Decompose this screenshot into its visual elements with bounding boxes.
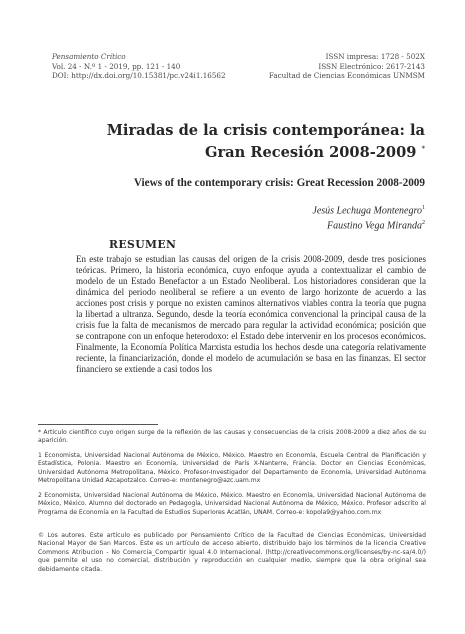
abstract-body: En este trabajo se estudian las causas del origen de la crisis 2008-2009, desde tres posiciones teóricas. Primero, la historia económica, cuyo enfoque ayuda a contextualizar el cambio de modelo de un Estado Benefactor a un Estado Neoliberal. Los historiadores consideran que la dinámica del periodo neoliberal se refiere a un evento de largo horizonte de acuerdo a las acciones post crisis y porque no existen caminos alternativos viables contra la teoría que pugna la libertad a ultranza. Segundo, desde la teoría económica convencional la principal causa de la crisis fue la falta de mecanismos de mercado para regular la actividad económica; posición que se contrapone con un enfoque heterodoxo: el Estado debe intervenir en los procesos económicos. Finalmente, la Economía Política Marxista estudia los hechos desde una categoría relativamente reciente, la financiarización, donde el modelo de acumulación se basa en las finanzas. El sector financiero se extiende a casi todos los [76,254,426,375]
author-2: Faustino Vega Miranda [327,220,422,232]
footnote-1: 1 Economista, Universidad Nacional Autónoma de México, México. Maestro en Economía, Escuela Central de Planificación y Estadística, Polonia. Maestro en Economía, Universidad de París X-Nanterre, Francia. Doctor en Ciencias Económicas, Universidad Autónoma Metropolitana, México. Profesor-Investigador del Departamento de Economía, Universidad Autónoma Metropolitana Unidad Azcapotzalco. Correo-e: montenegro@azc.uam.mx [38,452,426,485]
article-subtitle: Views of the contemporary crisis: Great Recession 2008-2009 [133,177,425,189]
journal-header [52,52,226,81]
faculty-name: Facultad de Ciencias Económicas UNMSM [268,71,425,81]
issn-electronic: ISSN Electrónico: 2617-2143 [318,61,425,71]
title-line-2: Gran Recesión 2008-2009 [205,143,417,161]
volume-info: Vol. 24 - N.º 1 - 2019, pp. 121 - 140 [52,61,181,71]
issn-header [269,52,425,81]
footnote-divider [38,424,158,425]
issn-print: ISSN impresa: 1728 - 502X [325,52,425,61]
footnote-2: 2 Economista, Universidad Nacional Autónoma de México, México. Maestro en Economía, Universidad Nacional Autónoma de México, México. Alumno del doctorado en Pedagogía, Universidad Nacional Autónoma de México, México. Profesor adscrito al Programa de Economía en la Facultad de Estudios Superiores Acatlán, UNAM. Correo-e: kopola9@yahoo.com.mx [38,492,426,516]
author-list [312,202,425,233]
license-notice: © Los autores. Este artículo es publicado por Pensamiento Crítico de la Facultad de Ciencias Económicas, Universidad Nacional Mayor de San Marcos. Este es un artículo de acceso abierto, distribuido bajo los términos de la licencia Creative Commons Atribucion - No Comercia_Compartir Igual 4.0 Internacional. (http://creativecommons.org/licenses/by-nc-sa/4.0/) que permite el uso no comercial, distribución y reproducción en cualquier medio, siempre que la obra original sea debidamente citada. [38,532,426,573]
author-1: Jesús Lechuga Montenegro [312,205,422,217]
journal-name: Pensamiento Crítico [52,52,126,61]
doi-link[interactable]: DOI: http://dx.doi.org/10.15381/pc.v24i1.16562 [52,71,226,81]
title-line-1: Miradas de la crisis contemporánea: la [106,122,425,139]
author-1-mark: 1 [422,205,425,211]
abstract-heading: RESUMEN [109,238,177,251]
title-footnote-mark: * [421,145,425,153]
author-2-mark: 2 [422,220,425,227]
footnote-star: * Artículo científico cuyo origen surge de la reflexión de las causas y consecuencias de la crisis 2008-2009 a diez años de su aparición. [38,429,426,445]
article-title [60,121,425,162]
